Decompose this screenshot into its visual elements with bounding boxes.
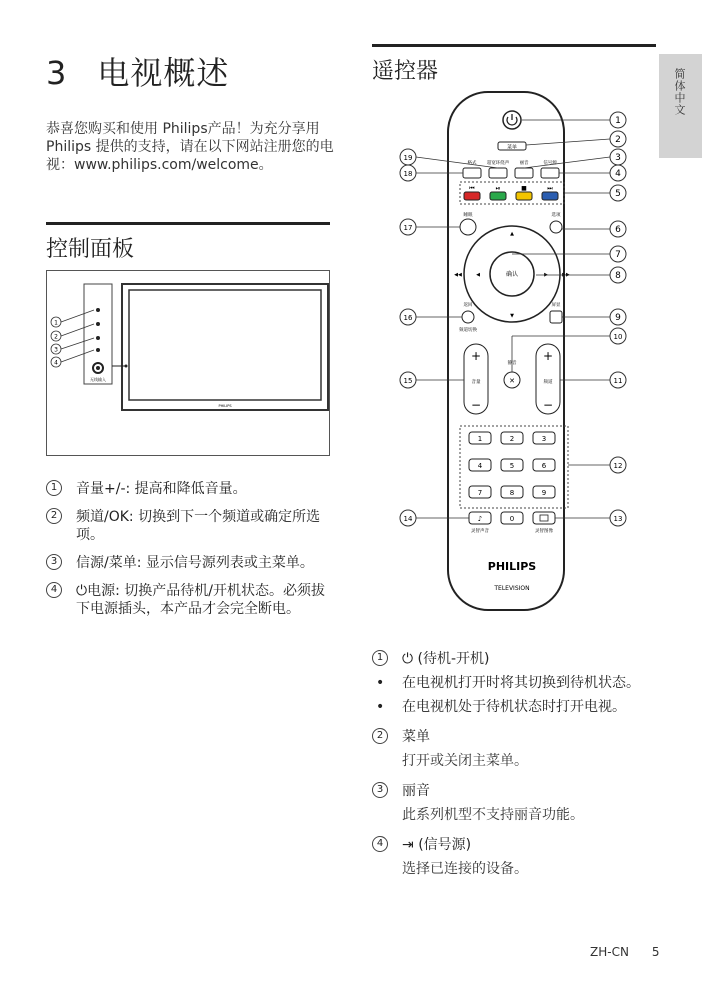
control-panel-list bbox=[46, 480, 336, 628]
remote-brand: PHILIPS bbox=[487, 560, 537, 573]
tv-brand: PHILIPS bbox=[218, 404, 232, 408]
callout-1 bbox=[610, 112, 626, 128]
sleep-button bbox=[460, 219, 476, 235]
list-item: 1 音量+/-: 提高和降低音量。 bbox=[46, 480, 336, 498]
desc-1-bullet: • 在电视机处于待机状态时打开电视。 bbox=[372, 698, 662, 716]
callout-15 bbox=[400, 372, 416, 388]
back-button bbox=[462, 311, 474, 323]
callout-9 bbox=[610, 309, 626, 325]
callout-2 bbox=[610, 131, 626, 147]
desc-3-body: 此系列机型不支持丽音功能。 bbox=[402, 807, 584, 823]
svg-text:2: 2 bbox=[54, 333, 58, 341]
svg-text:11: 11 bbox=[613, 377, 623, 385]
callout-16 bbox=[400, 309, 416, 325]
nicam-label: 丽音 bbox=[519, 161, 529, 166]
desc-2-body: 打开或关闭主菜单。 bbox=[402, 753, 528, 769]
format-button bbox=[463, 168, 481, 178]
svg-text:6: 6 bbox=[541, 462, 547, 470]
desc-2: 2 菜单 bbox=[372, 728, 662, 746]
remote-descriptions bbox=[372, 644, 662, 878]
svg-text:−: − bbox=[470, 398, 482, 412]
ultra-label: 超宽环绕声 bbox=[486, 161, 510, 166]
language-tab-label: 简体中文 bbox=[673, 68, 686, 116]
callout-14 bbox=[400, 510, 416, 526]
svg-text:▶▶: ▶▶ bbox=[562, 272, 570, 278]
sleep-label: 睡眠 bbox=[463, 213, 473, 218]
list-item: 3 信源/菜单: 显示信号源列表或主菜单。 bbox=[46, 554, 336, 572]
svg-text:2: 2 bbox=[509, 435, 515, 443]
language-tab bbox=[659, 54, 702, 158]
callout-10 bbox=[610, 328, 626, 344]
svg-text:1: 1 bbox=[477, 435, 483, 443]
svg-text:9: 9 bbox=[541, 489, 547, 497]
source-button bbox=[541, 168, 559, 178]
svg-text:⏭: ⏭ bbox=[547, 185, 553, 192]
green-button bbox=[490, 192, 506, 200]
blue-button bbox=[542, 192, 558, 200]
callout-11 bbox=[610, 372, 626, 388]
desc-3: 3 丽音 bbox=[372, 782, 662, 800]
svg-text:◀◀: ◀◀ bbox=[454, 272, 462, 278]
desc-1-bullet: • 在电视机打开时将其切换到待机状态。 bbox=[372, 674, 662, 692]
svg-text:+: + bbox=[470, 349, 482, 363]
svg-text:▲: ▲ bbox=[510, 231, 514, 237]
options-label: 选项 bbox=[551, 213, 561, 218]
svg-text:12: 12 bbox=[613, 462, 623, 470]
chapter-name: 电视概述 bbox=[97, 54, 230, 92]
music-note-icon: ♪ bbox=[477, 515, 483, 523]
remote-heading: 遥控器 bbox=[372, 59, 439, 84]
svg-text:10: 10 bbox=[613, 333, 623, 341]
svg-text:✕: ✕ bbox=[509, 377, 515, 385]
smart-picture-label: 灵智图像 bbox=[535, 529, 553, 534]
page-footer bbox=[590, 945, 659, 959]
info-button bbox=[550, 311, 562, 323]
callout-4 bbox=[610, 165, 626, 181]
svg-text:15: 15 bbox=[403, 377, 413, 385]
remote-sub: TELEVISION bbox=[494, 585, 530, 592]
svg-text:14: 14 bbox=[403, 515, 413, 523]
svg-text:7: 7 bbox=[477, 489, 483, 497]
callout-5 bbox=[610, 185, 626, 201]
callout-12 bbox=[610, 457, 626, 473]
svg-text:−: − bbox=[542, 398, 554, 412]
svg-text:3: 3 bbox=[54, 346, 58, 354]
footer-lang: ZH-CN bbox=[590, 945, 629, 959]
ultra-button bbox=[489, 168, 507, 178]
svg-text:17: 17 bbox=[403, 224, 413, 232]
vol-label: 音量 bbox=[471, 380, 481, 385]
nicam-button bbox=[515, 168, 533, 178]
svg-text:3: 3 bbox=[615, 153, 621, 163]
svg-text:1: 1 bbox=[54, 319, 58, 327]
svg-text:5: 5 bbox=[509, 462, 515, 470]
svg-text:⏯: ⏯ bbox=[495, 185, 501, 192]
page-number: 5 bbox=[651, 945, 660, 959]
svg-text:3: 3 bbox=[541, 435, 547, 443]
svg-text:▶: ▶ bbox=[544, 272, 548, 278]
svg-text:1: 1 bbox=[615, 116, 621, 126]
control-panel-heading: 控制面板 bbox=[46, 237, 135, 262]
smart-picture-button bbox=[533, 512, 555, 524]
svg-text:◀: ◀ bbox=[476, 272, 480, 278]
back-label: 返回 bbox=[463, 303, 473, 308]
list-item: 4 ⏻电源: 切换产品待机/开机状态。必须拔下电源插头，本产品才会完全断电。 bbox=[46, 582, 336, 618]
smart-sound-label: 灵智声音 bbox=[471, 529, 489, 534]
svg-text:■: ■ bbox=[521, 185, 527, 192]
svg-text:⏮: ⏮ bbox=[469, 185, 475, 192]
desc-4: 4 ⇥ (信号源) bbox=[372, 836, 662, 854]
chapter-number: 3 bbox=[46, 54, 68, 92]
list-item: 2 频道/OK: 切换到下一个频道或确定所选项。 bbox=[46, 508, 336, 544]
format-label: 格式 bbox=[467, 161, 477, 166]
callout-8 bbox=[610, 267, 626, 283]
svg-text:4: 4 bbox=[54, 359, 58, 367]
red-button bbox=[464, 192, 480, 200]
remote-figure bbox=[372, 84, 662, 624]
callout-13 bbox=[610, 510, 626, 526]
ch-label: 频道 bbox=[543, 380, 553, 385]
callout-6 bbox=[610, 221, 626, 237]
power-icon: ⏻ bbox=[76, 583, 88, 599]
chapter-title bbox=[46, 48, 229, 94]
section-rule bbox=[372, 44, 656, 47]
svg-text:8: 8 bbox=[509, 489, 515, 497]
desc-1: 1 ⏻ (待机-开机) bbox=[372, 650, 662, 668]
source-icon: ⇥ bbox=[402, 837, 419, 853]
options-button bbox=[550, 221, 562, 233]
figure-frame bbox=[47, 271, 330, 456]
svg-text:0: 0 bbox=[509, 515, 515, 523]
svg-text:9: 9 bbox=[615, 313, 621, 323]
callout-3 bbox=[610, 149, 626, 165]
yellow-button bbox=[516, 192, 532, 200]
svg-text:19: 19 bbox=[403, 154, 413, 162]
intro-paragraph: 恭喜您购买和使用 Philips产品！为充分享用Philips 提供的支持，请在以下网站注册您的电视：www.philips.com/welcome。 bbox=[46, 121, 334, 173]
svg-text:8: 8 bbox=[615, 271, 621, 281]
callout-18 bbox=[400, 165, 416, 181]
svg-text:16: 16 bbox=[403, 314, 413, 322]
ok-label: 确认 bbox=[505, 271, 519, 278]
svg-text:18: 18 bbox=[403, 170, 413, 178]
svg-text:7: 7 bbox=[615, 250, 621, 260]
svg-text:▼: ▼ bbox=[510, 313, 514, 319]
svg-text:4: 4 bbox=[477, 462, 483, 470]
callout-19 bbox=[400, 149, 416, 165]
menu-label: 菜单 bbox=[506, 144, 518, 151]
svg-text:4: 4 bbox=[615, 169, 621, 179]
section-rule bbox=[46, 222, 330, 225]
svg-text:2: 2 bbox=[615, 135, 621, 145]
svg-text:13: 13 bbox=[613, 515, 623, 523]
power-icon: ⏻ bbox=[402, 651, 418, 667]
control-panel-figure bbox=[46, 270, 330, 456]
source-label: 信号源 bbox=[543, 161, 557, 166]
svg-text:5: 5 bbox=[615, 189, 621, 199]
callout-7 bbox=[610, 246, 626, 262]
info-label: 屏显 bbox=[551, 303, 561, 308]
callout-17 bbox=[400, 219, 416, 235]
svg-text:+: + bbox=[542, 349, 554, 363]
desc-4-body: 选择已连接的设备。 bbox=[402, 861, 528, 877]
panel-label: 无线输入 bbox=[90, 377, 106, 382]
svg-text:6: 6 bbox=[615, 225, 621, 235]
mute-label: 静音 bbox=[507, 361, 517, 366]
ch-switch-label: 频道切换 bbox=[459, 328, 477, 333]
